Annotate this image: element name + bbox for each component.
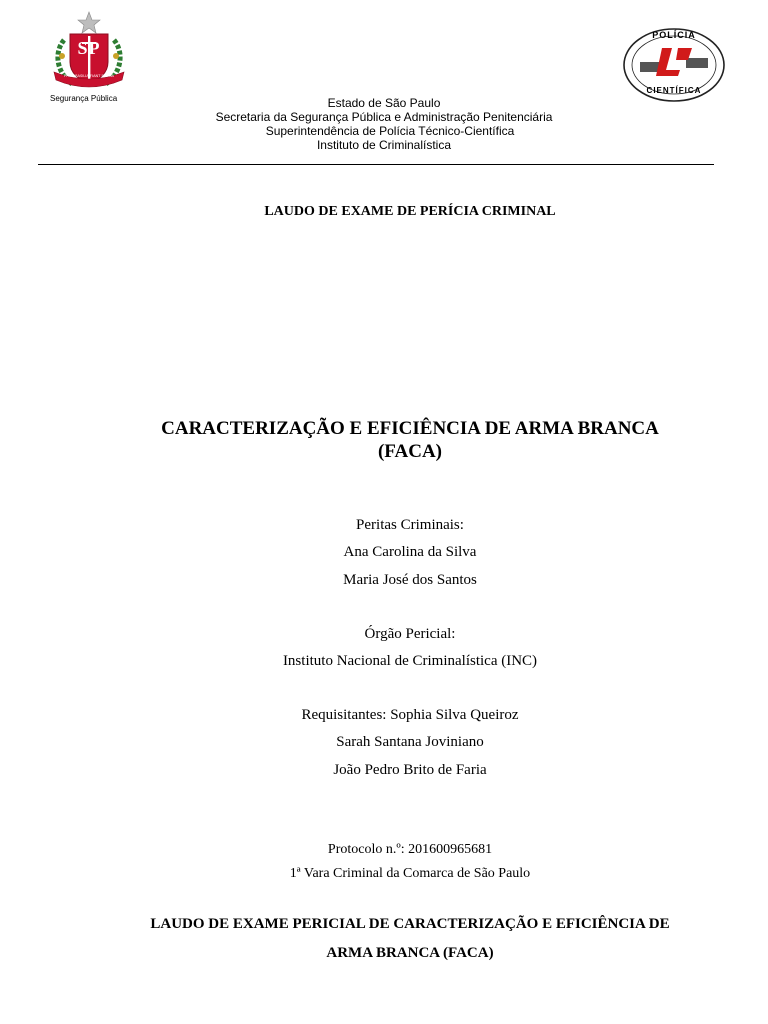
- header-line-instituto: Instituto de Criminalística: [316, 138, 452, 152]
- doc-top-title: LAUDO DE EXAME DE PERÍCIA CRIMINAL: [264, 204, 556, 219]
- sp-coat-of-arms-logo: [48, 10, 130, 104]
- requisitante-3: João Pedro Brito de Faria: [333, 762, 487, 778]
- perita-2: Maria José dos Santos: [343, 572, 477, 588]
- vara-criminal: 1ª Vara Criminal da Comarca de São Paulo: [289, 866, 531, 881]
- cientifica-text: CIENTÍFICA: [646, 86, 702, 95]
- sp-letters: SP: [77, 38, 101, 58]
- policia-text: POLÍCIA: [652, 30, 696, 40]
- protocolo: Protocolo n.º: 201600965681: [327, 842, 493, 857]
- header-divider: [38, 164, 714, 165]
- main-title-line-2: (FACA): [377, 441, 442, 462]
- header-line-state: Estado de São Paulo: [327, 96, 441, 110]
- header-line-secretaria: Secretaria da Segurança Pública e Administração Penitenciária: [215, 110, 553, 124]
- requisitantes-line: Requisitantes: Sophia Silva Queiroz: [301, 707, 519, 723]
- perita-1: Ana Carolina da Silva: [343, 544, 477, 560]
- bottom-title-line-2: ARMA BRANCA (FACA): [326, 945, 494, 961]
- requisitante-2: Sarah Santana Joviniano: [336, 734, 484, 750]
- left-logo-caption: Segurança Pública: [50, 94, 118, 103]
- sp-ribbon-motto: PRO BRASILIA FIANT EXIMIA: [64, 74, 114, 78]
- orgao-label: Órgão Pericial:: [364, 626, 456, 642]
- peritas-label: Peritas Criminais:: [356, 517, 464, 533]
- policia-cientifica-logo: [622, 26, 726, 104]
- main-title-line-1: CARACTERIZAÇÃO E EFICIÊNCIA DE ARMA BRANCA: [161, 418, 659, 439]
- header-line-superintendencia: Superintendência de Polícia Técnico-Científica: [265, 124, 515, 138]
- orgao-value: Instituto Nacional de Criminalística (INC): [282, 653, 538, 669]
- bottom-title-line-1: LAUDO DE EXAME PERICIAL DE CARACTERIZAÇÃO E EFICIÊNCIA DE: [150, 916, 670, 932]
